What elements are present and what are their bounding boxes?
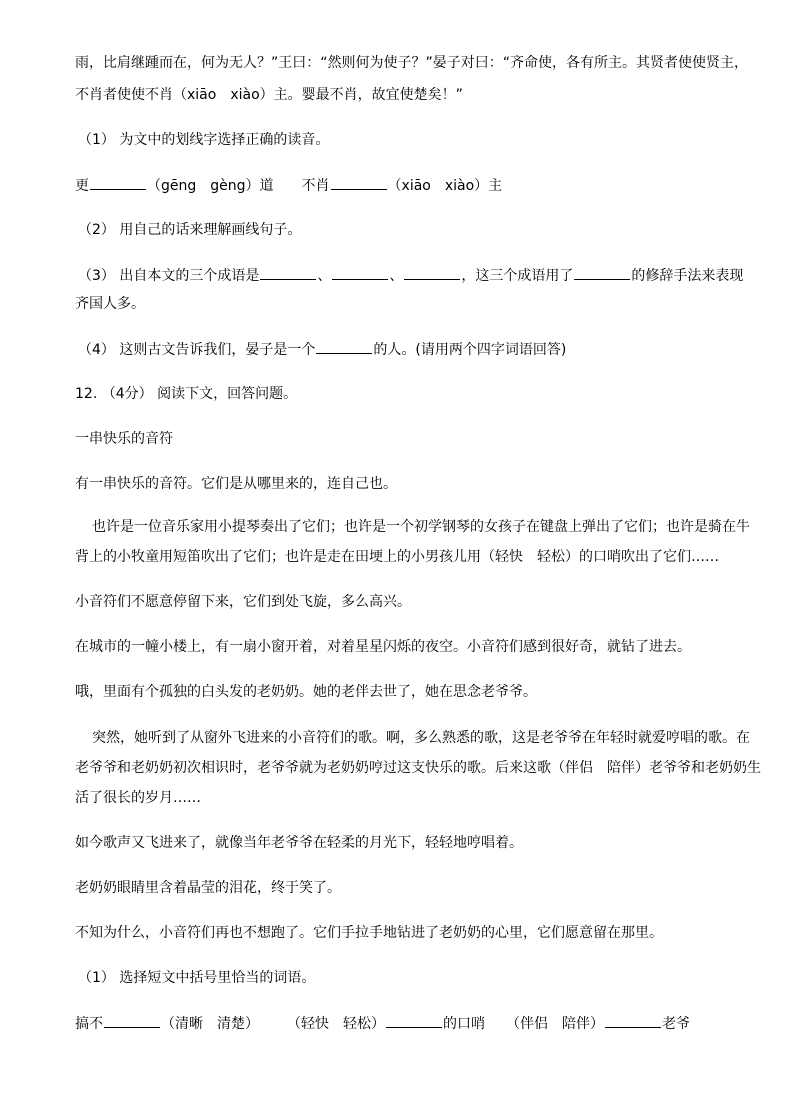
text-segment: （1） 为文中的划线字选择正确的读音。 [78, 132, 330, 148]
text-line [75, 833, 523, 853]
text-line [75, 592, 411, 612]
answer-blank[interactable] [104, 1013, 160, 1028]
text-segment: 也许是一位音乐家用小提琴奏出了它们；也许是一个初学钢琴的女孩子在键盘上弹出了它们；也许是骑在牛 [92, 519, 750, 535]
text-line [78, 130, 329, 150]
answer-blank[interactable] [574, 265, 630, 280]
text-segment: 不肖者使使不肖（xiāo xiào）主。婴最不肖，故宜使楚矣！” [75, 87, 463, 103]
answer-blank[interactable] [316, 339, 372, 354]
answer-blank[interactable] [90, 175, 146, 190]
text-line [92, 517, 750, 537]
text-segment: （4） 这则古文告诉我们，晏子是一个 [78, 342, 316, 358]
text-segment: 有一串快乐的音符。它们是从哪里来的，连自己也。 [75, 476, 397, 492]
text-line [78, 968, 315, 988]
text-segment: 哦，里面有个孤独的白头发的老奶奶。她的老伴去世了，她在思念老爷爷。 [75, 684, 537, 700]
text-line [75, 1013, 690, 1033]
answer-blank[interactable] [386, 1013, 442, 1028]
text-line [75, 547, 719, 567]
text-segment: （gēng gèng）道 不肖 [147, 178, 330, 194]
answer-blank[interactable] [260, 265, 316, 280]
text-segment: （1） 选择短文中括号里恰当的词语。 [78, 970, 316, 986]
text-segment: 在城市的一幢小楼上，有一扇小窗开着，对着星星闪烁的夜空。小音符们感到很好奇，就钻了进去。 [75, 639, 691, 655]
text-segment: 的修辞手法来表现 [631, 268, 744, 284]
text-line [75, 175, 502, 195]
text-segment: 老爷 [662, 1016, 690, 1032]
text-segment: 如今歌声又飞进来了，就像当年老爷爷在轻柔的月光下，轻轻地哼唱着。 [75, 835, 523, 851]
text-segment: 更 [75, 178, 89, 194]
text-line [75, 923, 663, 943]
text-line [75, 682, 537, 702]
text-segment: 搞不 [75, 1016, 103, 1032]
text-segment: 齐国人多。 [75, 296, 145, 312]
text-line [78, 339, 566, 359]
text-segment: 老爷爷和老奶奶初次相识时，老爷爷就为老奶奶哼过这支快乐的歌。后来这歌（伴侣 陪伴）老爷爷和老奶奶生 [75, 760, 761, 776]
answer-blank[interactable] [605, 1013, 661, 1028]
text-segment: （2） 用自己的话来理解画线句子。 [78, 222, 302, 238]
text-line [92, 728, 750, 748]
text-line [75, 294, 145, 314]
text-segment: 小音符们不愿意停留下来，它们到处飞旋，多么高兴。 [75, 594, 411, 610]
text-segment: 雨，比肩继踵而在，何为无人？”王曰：“然则何为使子？”晏子对曰：“齐命使，各有所主。其贤者使使贤主， [75, 55, 749, 71]
text-line [75, 788, 201, 808]
text-segment: 的人。(请用两个四字词语回答) [373, 342, 567, 358]
text-line [75, 637, 691, 657]
answer-blank[interactable] [331, 175, 387, 190]
text-segment: 突然，她听到了从窗外飞进来的小音符们的歌。啊，多么熟悉的歌，这是老爷爷在年轻时就爱哼唱的歌。在 [92, 730, 750, 746]
answer-blank[interactable] [404, 265, 460, 280]
text-line [75, 85, 463, 105]
text-segment: 活了很长的岁月…… [75, 790, 201, 806]
text-segment: ，这三个成语用了 [461, 268, 574, 284]
text-line [75, 53, 748, 73]
text-line [75, 384, 297, 404]
text-line [75, 474, 397, 494]
text-segment: 、 [317, 268, 332, 284]
answer-blank[interactable] [332, 265, 388, 280]
text-segment: 的口哨 （伴侣 陪伴） [443, 1016, 604, 1032]
text-segment: 一串快乐的音符 [75, 431, 173, 447]
text-segment: 老奶奶眼睛里含着晶莹的泪花，终于笑了。 [75, 880, 341, 896]
text-segment: （xiāo xiào）主 [387, 178, 503, 194]
text-line [78, 220, 301, 240]
text-line [75, 429, 173, 449]
text-segment: 不知为什么，小音符们再也不想跑了。它们手拉手地钻进了老奶奶的心里，它们愿意留在那里。 [75, 925, 663, 941]
text-segment: （清晰 清楚） （轻快 轻松） [161, 1016, 385, 1032]
text-segment: （3） 出自本文的三个成语是 [78, 268, 260, 284]
text-line [75, 758, 761, 778]
text-segment: 、 [389, 268, 404, 284]
text-line [75, 878, 341, 898]
text-segment: 背上的小牧童用短笛吹出了它们；也许是走在田埂上的小男孩儿用（轻快 轻松）的口哨吹出了它们…… [75, 549, 719, 565]
text-line [78, 265, 743, 285]
text-segment: 12. （4分） 阅读下文，回答问题。 [75, 386, 298, 402]
